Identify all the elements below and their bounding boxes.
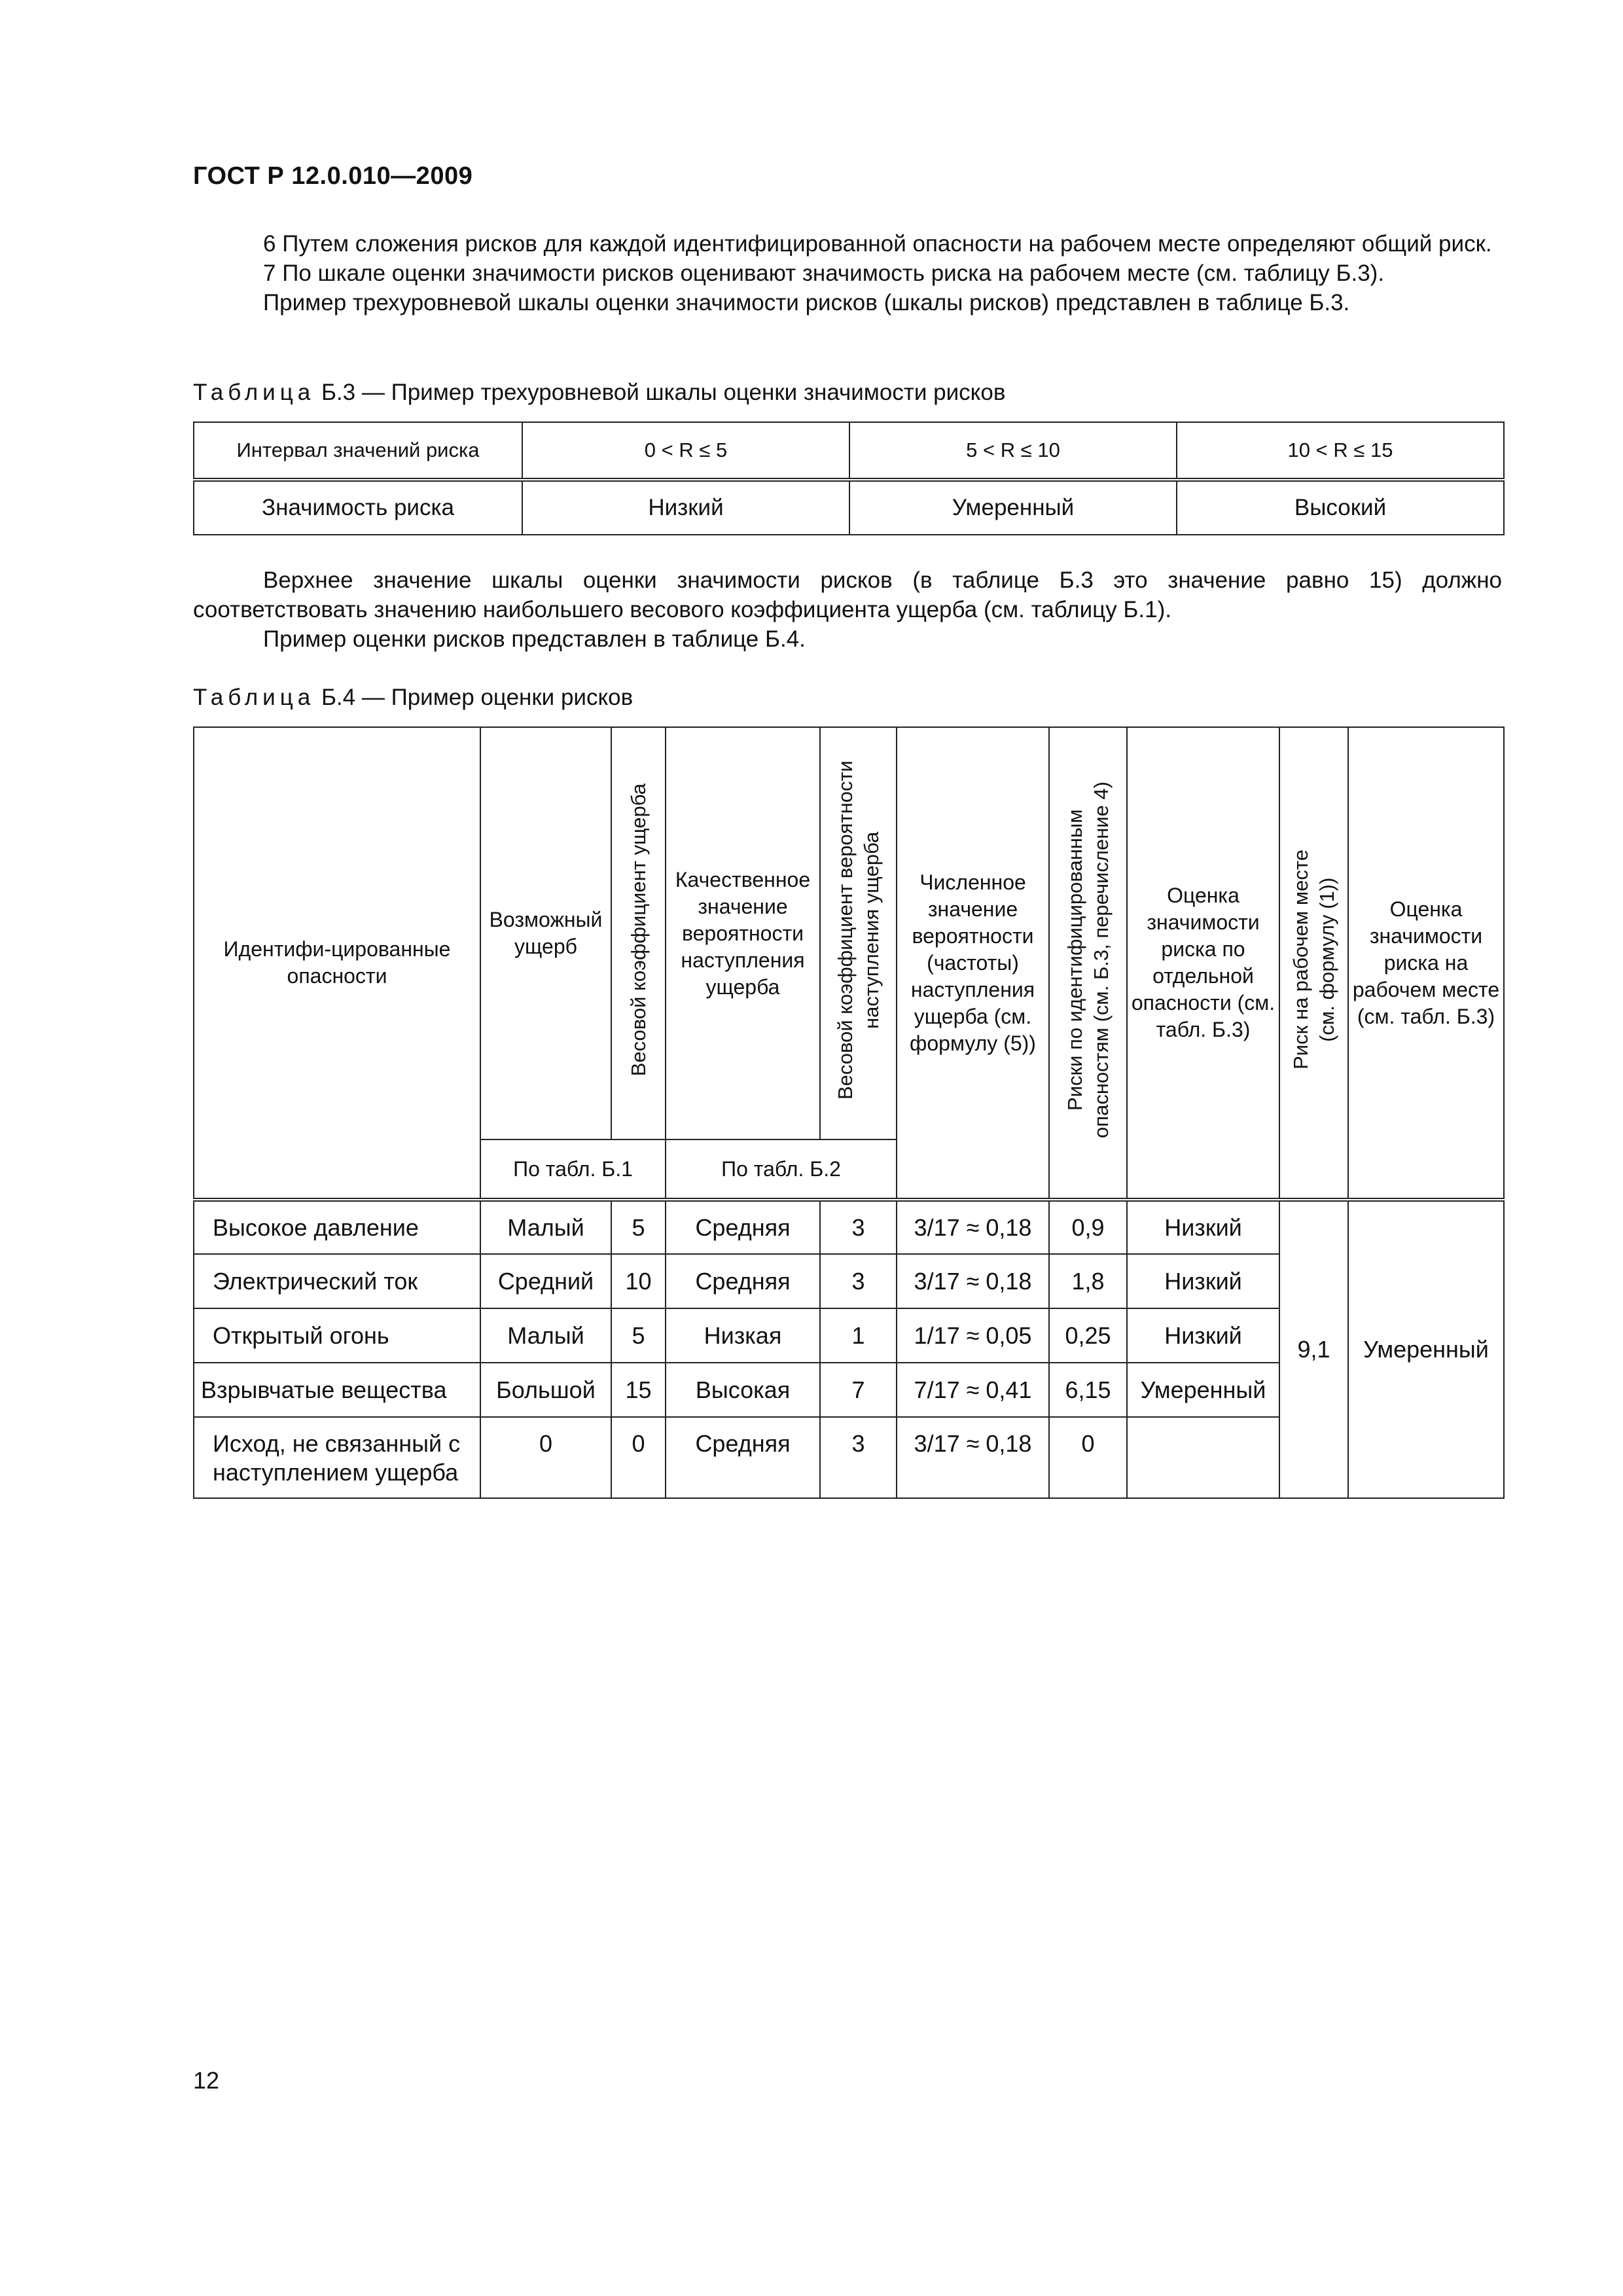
cell-num-prob: 3/17 ≈ 0,18 (897, 1200, 1049, 1254)
header-ref-b1: По табл. Б.1 (480, 1139, 666, 1200)
cell-qual-prob: Средняя (666, 1200, 820, 1254)
header-damage-weight-text: Весовой коэффициент ущерба (626, 783, 650, 1077)
cell-hazard: Взрывчатые вещества (194, 1363, 480, 1417)
cell-damage: 0 (480, 1417, 611, 1498)
header-ref-b2: По табл. Б.2 (666, 1139, 897, 1200)
cell-damage: Большой (480, 1363, 611, 1417)
cell-qual-prob: Низкая (666, 1308, 820, 1363)
cell-damage: Средний (480, 1254, 611, 1308)
table-b4-caption (193, 685, 633, 711)
cell-hazard: Открытый огонь (194, 1308, 480, 1363)
paragraph-upper-value: Верхнее значение шкалы оценки значимости рисков (в таблице Б.3 это значение равно 15) должно соответствовать значению наибольшего весового коэффициента ущерба (см. таблицу Б.1). (193, 567, 1502, 622)
cell-hazard: Высокое давление (194, 1200, 480, 1254)
cell-assess: Низкий (1127, 1254, 1279, 1308)
header-risk-hazard-text (1062, 781, 1115, 1138)
table-b3-cell: 10 < R ≤ 15 (1177, 422, 1504, 480)
header-damage: Возможный ущерб (480, 727, 611, 1139)
cell-workplace-assess: Умеренный (1348, 1200, 1504, 1498)
cell-damage-weight: 15 (611, 1363, 666, 1417)
cell-assess (1127, 1417, 1279, 1498)
table-b3-cell: Интервал значений риска (194, 422, 522, 480)
header-workplace-risk-text (1288, 850, 1340, 1069)
caption-text: Б.4 — Пример оценки рисков (315, 685, 633, 710)
cell-qual-prob: Средняя (666, 1417, 820, 1498)
cell-damage: Малый (480, 1200, 611, 1254)
risk-hazard-line1: Риски по идентифицированным (1063, 808, 1086, 1111)
cell-risk: 6,15 (1049, 1363, 1127, 1417)
middle-text (193, 565, 1502, 654)
cell-num-prob: 7/17 ≈ 0,41 (897, 1363, 1049, 1417)
table-b3-cell: 5 < R ≤ 10 (849, 422, 1177, 480)
cell-num-prob: 1/17 ≈ 0,05 (897, 1308, 1049, 1363)
prob-weight-line2: наступления ущерба (859, 831, 883, 1029)
cell-risk: 1,8 (1049, 1254, 1127, 1308)
cell-damage: Малый (480, 1308, 611, 1363)
cell-assess: Умеренный (1127, 1363, 1279, 1417)
cell-prob-weight: 7 (820, 1363, 897, 1417)
cell-num-prob: 3/17 ≈ 0,18 (897, 1417, 1049, 1498)
cell-damage-weight: 5 (611, 1200, 666, 1254)
cell-qual-prob: Средняя (666, 1254, 820, 1308)
table-row (194, 1200, 1504, 1254)
cell-qual-prob: Высокая (666, 1363, 820, 1417)
cell-prob-weight: 3 (820, 1417, 897, 1498)
page-number: 12 (193, 2067, 220, 2094)
intro-text (193, 229, 1502, 317)
table-b3-cell: Высокий (1177, 480, 1504, 535)
table-b4 (193, 726, 1505, 1499)
header-risk-hazard (1049, 727, 1127, 1200)
workplace-risk-line1: Риск на рабочем месте (1289, 850, 1312, 1069)
table-b3-cell: Значимость риска (194, 480, 522, 535)
table-b3-cell: Низкий (522, 480, 849, 535)
cell-risk: 0,9 (1049, 1200, 1127, 1254)
cell-damage-weight: 10 (611, 1254, 666, 1308)
paragraph-6: 6 Путем сложения рисков для каждой идентифицированной опасности на рабочем месте определяют общий риск. (263, 231, 1492, 257)
document-header: ГОСТ Р 12.0.010—2009 (193, 162, 473, 190)
table-b3-cell: 0 < R ≤ 5 (522, 422, 849, 480)
header-hazards: Идентифи-цированные опасности (194, 727, 480, 1200)
header-risk-assess: Оценка значимости риска по отдельной опасности (см. табл. Б.3) (1127, 727, 1279, 1200)
header-qual-prob: Качественное значение вероятности наступления ущерба (666, 727, 820, 1139)
cell-prob-weight: 3 (820, 1254, 897, 1308)
paragraph-7: 7 По шкале оценки значимости рисков оценивают значимость риска на рабочем месте (см. таблицу Б.3). (263, 260, 1385, 286)
table-b3-caption (193, 380, 1005, 406)
table-b3-cell: Умеренный (849, 480, 1177, 535)
header-workplace-assess: Оценка значимости риска на рабочем месте (см. табл. Б.3) (1348, 727, 1504, 1200)
cell-risk: 0,25 (1049, 1308, 1127, 1363)
cell-damage-weight: 0 (611, 1417, 666, 1498)
paragraph-example: Пример трехуровневой шкалы оценки значимости рисков (шкалы рисков) представлен в таблице Б.3. (263, 290, 1350, 315)
workplace-risk-line2: (см. формулу (1)) (1315, 877, 1338, 1042)
cell-risk: 0 (1049, 1417, 1127, 1498)
header-workplace-risk (1279, 727, 1348, 1200)
table-b3 (193, 422, 1505, 535)
cell-num-prob: 3/17 ≈ 0,18 (897, 1254, 1049, 1308)
cell-hazard: Исход, не связанный с наступлением ущерба (194, 1417, 480, 1498)
header-prob-weight-text (832, 761, 885, 1100)
cell-prob-weight: 1 (820, 1308, 897, 1363)
prob-weight-line1: Весовой коэффициент вероятности (833, 760, 857, 1100)
caption-word: Таблица (193, 380, 315, 405)
risk-hazard-line2: опасностям (см. Б.3, перечисление 4) (1089, 781, 1113, 1138)
caption-text: Б.3 — Пример трехуровневой шкалы оценки значимости рисков (315, 380, 1006, 405)
paragraph-b4-ref: Пример оценки рисков представлен в таблице Б.4. (263, 626, 806, 652)
header-damage-weight (611, 727, 666, 1139)
cell-prob-weight: 3 (820, 1200, 897, 1254)
cell-workplace-risk: 9,1 (1279, 1200, 1348, 1498)
header-num-prob: Численное значение вероятности (частоты) наступления ущерба (см. формулу (5)) (897, 727, 1049, 1200)
header-prob-weight (820, 727, 897, 1139)
cell-damage-weight: 5 (611, 1308, 666, 1363)
cell-assess: Низкий (1127, 1200, 1279, 1254)
cell-hazard: Электрический ток (194, 1254, 480, 1308)
cell-assess: Низкий (1127, 1308, 1279, 1363)
caption-word: Таблица (193, 685, 315, 710)
